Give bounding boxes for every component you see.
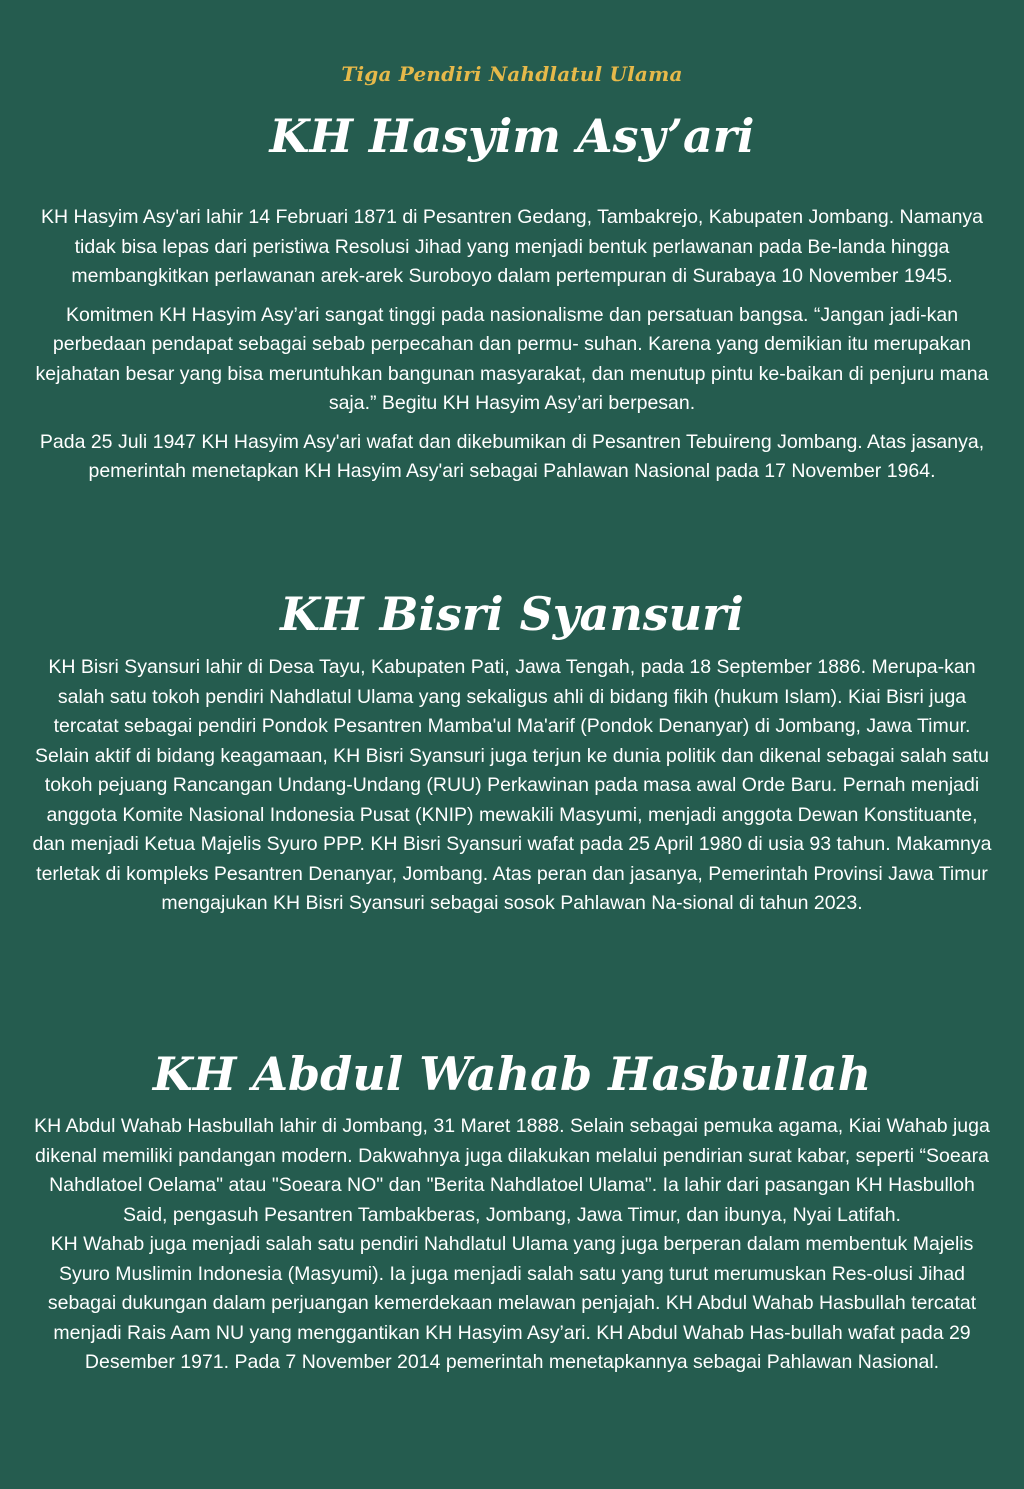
paragraph: Komitmen KH Hasyim Asy’ari sangat tinggi pada nasionalisme dan persatuan bangsa. “Jangan jadi-kan perbedaan pendapat sebagai sebab perpecahan dan permu- suhan. Karena yang demikian itu merupakan kejahatan besar yang bisa meruntuhkan bangunan masyarakat, dan menutup pintu ke-baikan di penjuru mana saja.” Begitu KH Hasyim Asy’ari berpesan.: [35, 303, 989, 414]
section-body-hasyim-asyari: [28, 203, 996, 487]
section-body-bisri-syansuri: [28, 653, 996, 919]
kicker-heading: Tiga Pendiri Nahdlatul Ulama: [341, 62, 683, 86]
section-title-bisri-syansuri: KH Bisri Syansuri: [280, 587, 744, 641]
paragraph: Selain aktif di bidang keagamaan, KH Bisri Syansuri juga terjun ke dunia politik dan dikenal sebagai salah satu tokoh pejuang Rancangan Undang-Undang (RUU) Perkawinan pada masa awal Orde Baru. Pernah menjadi anggota Komite Nasional Indonesia Pusat (KNIP) mewakili Masyumi, menjadi anggota Dewan Konstituante, dan menjadi Ketua Majelis Syuro PPP. KH Bisri Syansuri wafat pada 25 April 1980 di usia 93 tahun. Makamnya terletak di kompleks Pesantren Denanyar, Jombang. Atas peran dan jasanya, Pemerintah Provinsi Jawa Timur mengajukan KH Bisri Syansuri sebagai sosok Pahlawan Na-sional di tahun 2023.: [32, 744, 992, 914]
paragraph: Pada 25 Juli 1947 KH Hasyim Asy'ari wafat dan dikebumikan di Pesantren Tebuireng Jombang. Atas jasanya, pemerintah menetapkan KH Hasyim Asy'ari sebagai Pahlawan Nasional pada 17 November 1964.: [39, 430, 985, 482]
paragraph: KH Abdul Wahab Hasbullah lahir di Jombang, 31 Maret 1888. Selain sebagai pemuka agama, Kiai Wahab juga dikenal memiliki pandangan modern. Dakwahnya juga dilakukan melalui pendirian surat kabar, seperti “Soeara Nahdlatoel Oelama" atau "Soeara NO" dan "Berita Nahdlatoel Ulama". Ia lahir dari pasangan KH Hasbulloh Said, pengasuh Pesantren Tambakberas, Jombang, Jawa Timur, dan ibunya, Nyai Latifah.: [34, 1115, 990, 1226]
section-body-abdul-wahab-hasbullah: [28, 1112, 996, 1378]
section-title-abdul-wahab-hasbullah: KH Abdul Wahab Hasbullah: [152, 1047, 872, 1101]
paragraph: KH Hasyim Asy'ari lahir 14 Februari 1871 di Pesantren Gedang, Tambakrejo, Kabupaten Jombang. Namanya tidak bisa lepas dari peristiwa Resolusi Jihad yang menjadi bentuk perlawanan pada Be-landa hingga membangkitkan perlawanan arek-arek Suroboyo dalam pertempuran di Surabaya 10 November 1945.: [40, 206, 984, 287]
paragraph: KH Bisri Syansuri lahir di Desa Tayu, Kabupaten Pati, Jawa Tengah, pada 18 September 1886. Merupa-kan salah satu tokoh pendiri Nahdlatul Ulama yang sekaligus ahli di bidang fikih (hukum Islam). Kiai Bisri juga tercatat sebagai pendiri Pondok Pesantren Mamba'ul Ma'arif (Pondok Denanyar) di Jombang, Jawa Timur.: [48, 656, 976, 737]
section-title-hasyim-asyari: KH Hasyim Asy’ari: [269, 109, 755, 163]
paragraph: KH Wahab juga menjadi salah satu pendiri Nahdlatul Ulama yang juga berperan dalam membentuk Majelis Syuro Muslimin Indonesia (Masyumi). Ia juga menjadi salah satu yang turut merumuskan Res-olusi Jihad sebagai dukungan dalam perjuangan kemerdekaan melawan penjajah. KH Abdul Wahab Hasbullah tercatat menjadi Rais Aam NU yang menggantikan KH Hasyim Asy’ari. KH Abdul Wahab Has-bullah wafat pada 29 Desember 1971. Pada 7 November 2014 pemerintah menetapkannya sebagai Pahlawan Nasional.: [47, 1233, 977, 1373]
